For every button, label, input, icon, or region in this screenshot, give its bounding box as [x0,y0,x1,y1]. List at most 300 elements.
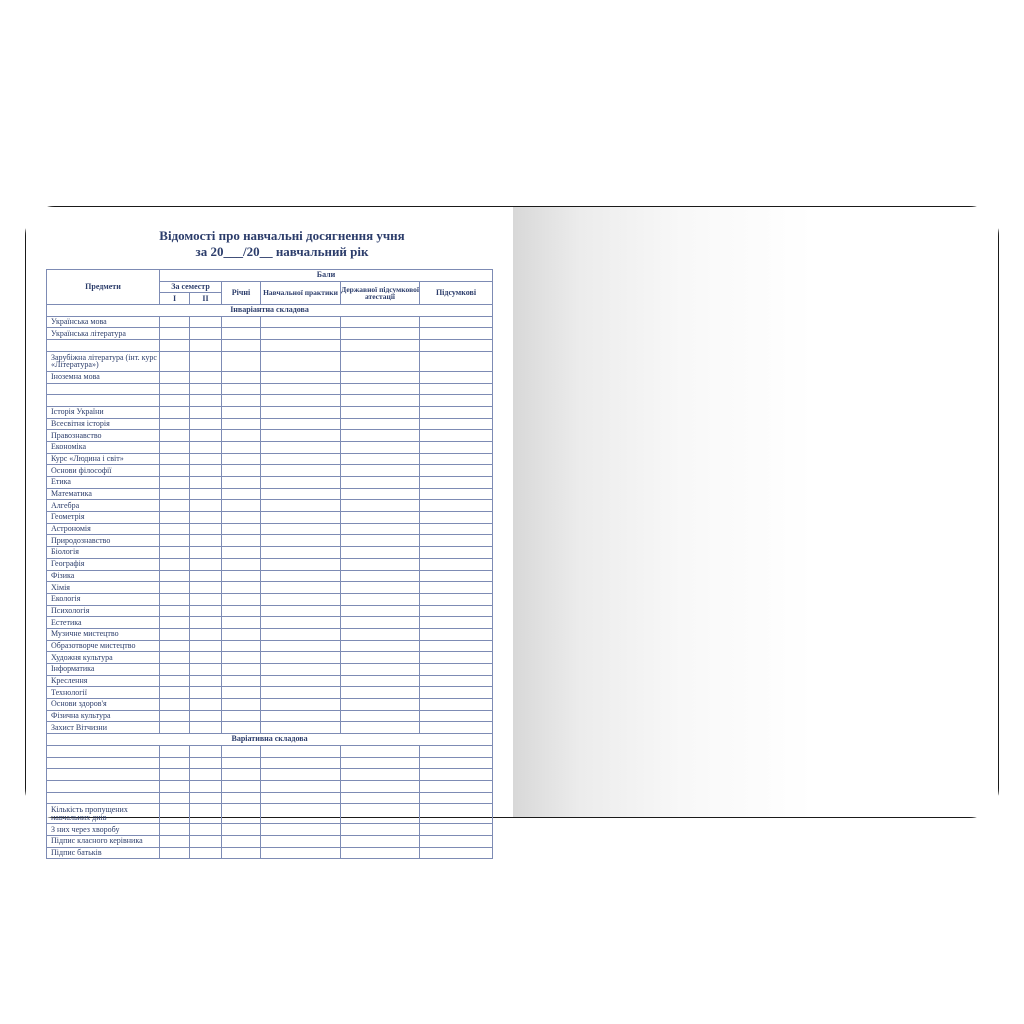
grade-cell [190,757,222,769]
grade-cell [222,745,261,757]
grade-cell [261,351,341,371]
grade-cell [222,383,261,395]
subject-cell: Геометрія [47,512,160,524]
report-year-line: за 20___/20__ навчальний рік [195,244,369,259]
grade-cell [190,605,222,617]
grade-cell [341,804,420,824]
grade-cell [420,441,493,453]
grade-cell [160,617,190,629]
grade-cell [160,824,190,836]
subject-cell: Основи здоров'я [47,699,160,711]
grade-cell [261,328,341,340]
grade-cell [190,824,222,836]
grade-cell [341,441,420,453]
subject-cell: Образотворче мистецтво [47,640,160,652]
grade-cell [341,418,420,430]
table-row [47,804,493,824]
subject-cell: Економіка [47,441,160,453]
grade-cell [341,699,420,711]
grade-cell [420,453,493,465]
table-row [47,792,493,804]
grade-cell [190,675,222,687]
grade-cell [420,351,493,371]
grade-cell [160,675,190,687]
grade-cell [420,687,493,699]
grade-cell [261,535,341,547]
table-row [47,441,493,453]
grade-cell [420,582,493,594]
subject-cell: Етика [47,477,160,489]
header-state-attestation: Державної підсумкової атестації [341,281,420,304]
subject-cell: Кількість пропущених навчальних днів [47,804,160,824]
grade-cell [190,792,222,804]
grade-cell [341,316,420,328]
grade-cell [160,780,190,792]
grade-cell [261,769,341,781]
grade-cell [222,441,261,453]
grade-cell [261,835,341,847]
grade-cell [190,547,222,559]
grade-cell [222,465,261,477]
grade-cell [160,371,190,383]
grade-cell [261,340,341,352]
grade-cell [160,769,190,781]
grade-cell [261,558,341,570]
subject-cell: Художня культура [47,652,160,664]
grade-cell [420,465,493,477]
grade-cell [222,664,261,676]
grade-cell [222,340,261,352]
grade-cell [222,418,261,430]
grade-cell [420,558,493,570]
subject-cell: Географія [47,558,160,570]
subject-cell: Фізична культура [47,710,160,722]
grade-cell [261,628,341,640]
grade-cell [261,847,341,859]
grade-cell [341,675,420,687]
grade-cell [341,351,420,371]
grade-cell [190,582,222,594]
table-row [47,406,493,418]
grade-cell [160,465,190,477]
subject-cell: Природознавство [47,535,160,547]
subject-cell: Курс «Людина і світ» [47,453,160,465]
grade-cell [222,847,261,859]
grade-cell [160,593,190,605]
grade-cell [261,593,341,605]
table-row [47,395,493,407]
table-row [47,769,493,781]
grade-cell [261,675,341,687]
grade-cell [190,430,222,442]
grade-cell [341,757,420,769]
grade-cell [160,722,190,734]
grade-cell [160,804,190,824]
table-row [47,835,493,847]
grade-cell [261,722,341,734]
grade-cell [261,316,341,328]
grade-cell [160,351,190,371]
grade-cell [160,652,190,664]
table-row [47,430,493,442]
grade-cell [160,847,190,859]
grade-cell [190,710,222,722]
left-page [26,207,513,857]
table-row [47,465,493,477]
grade-cell [190,769,222,781]
subject-cell: Музичне мистецтво [47,628,160,640]
grade-cell [341,477,420,489]
grade-cell [222,582,261,594]
grade-cell [222,430,261,442]
header-practice: Навчальної практики [261,281,341,304]
subject-cell: Біологія [47,547,160,559]
grade-cell [222,605,261,617]
right-page-blank [513,207,998,817]
grade-cell [420,477,493,489]
table-row [47,371,493,383]
grade-cell [160,710,190,722]
table-row [47,640,493,652]
table-row [47,328,493,340]
table-row [47,710,493,722]
grade-cell [222,488,261,500]
grade-cell [222,675,261,687]
grade-cell [341,745,420,757]
report-title: Відомості про навчальні досягнення учня [159,228,405,243]
table-row [47,593,493,605]
grade-cell [261,547,341,559]
grade-cell [420,617,493,629]
subject-cell [47,769,160,781]
section-variative: Варіативна складова [47,734,493,746]
grade-cell [420,847,493,859]
table-row [47,652,493,664]
grade-cell [160,664,190,676]
table-row [47,824,493,836]
grade-cell [190,383,222,395]
grade-cell [160,640,190,652]
grade-cell [341,406,420,418]
subject-cell: Всесвітня історія [47,418,160,430]
grade-cell [420,512,493,524]
grade-cell [190,351,222,371]
grade-cell [190,652,222,664]
grade-cell [190,465,222,477]
grade-cell [190,804,222,824]
grade-cell [420,722,493,734]
subject-cell: Іноземна мова [47,371,160,383]
grade-cell [160,535,190,547]
table-row [47,340,493,352]
grade-cell [222,523,261,535]
header-semester: За семестр [160,281,222,293]
grade-cell [261,605,341,617]
section-invariant: Інваріантна складова [47,305,493,317]
table-row [47,523,493,535]
grade-cell [222,710,261,722]
grade-cell [190,453,222,465]
table-row [47,780,493,792]
grade-cell [261,453,341,465]
grade-cell [341,640,420,652]
grade-cell [261,430,341,442]
grade-cell [420,835,493,847]
grade-cell [420,792,493,804]
table-row [47,847,493,859]
subject-cell: Екологія [47,593,160,605]
grade-cell [160,418,190,430]
open-book [25,206,999,857]
subject-cell: Технології [47,687,160,699]
grade-cell [160,687,190,699]
subject-cell: Зарубіжна література (інт. курс «Література») [47,351,160,371]
subject-cell: Правознавство [47,430,160,442]
grade-cell [341,547,420,559]
table-row [47,477,493,489]
subject-cell: Астрономія [47,523,160,535]
grade-cell [222,558,261,570]
grade-cell [420,406,493,418]
grade-cell [261,488,341,500]
header-subjects: Предмети [47,270,160,305]
grade-cell [341,652,420,664]
grade-cell [190,371,222,383]
subject-cell: Українська література [47,328,160,340]
grade-cell [420,340,493,352]
grade-cell [160,340,190,352]
grade-cell [261,500,341,512]
grade-cell [190,780,222,792]
grade-cell [222,500,261,512]
grade-cell [222,593,261,605]
grade-cell [190,699,222,711]
grade-cell [160,558,190,570]
header-annual: Річні [222,281,261,304]
subject-cell: Психологія [47,605,160,617]
subject-cell: Підпис батьків [47,847,160,859]
header-final: Підсумкові [420,281,493,304]
table-row [47,664,493,676]
grade-cell [190,558,222,570]
grade-cell [222,453,261,465]
table-row [47,570,493,582]
subject-cell: Фізика [47,570,160,582]
grade-cell [222,640,261,652]
grade-cell [341,570,420,582]
grade-cell [341,371,420,383]
table-row [47,418,493,430]
grade-cell [341,824,420,836]
subject-cell: Захист Вітчизни [47,722,160,734]
grade-cell [261,477,341,489]
table-row [47,512,493,524]
grade-cell [190,500,222,512]
grade-cell [341,523,420,535]
grade-cell [420,570,493,582]
grade-cell [190,328,222,340]
table-row [47,500,493,512]
grade-cell [341,512,420,524]
grade-cell [420,640,493,652]
grades-table [46,269,493,859]
grade-cell [190,570,222,582]
grade-cell [190,835,222,847]
table-row [47,699,493,711]
subject-cell [47,757,160,769]
grade-cell [420,757,493,769]
grade-cell [160,328,190,340]
grade-cell [160,835,190,847]
table-row [47,745,493,757]
grade-cell [420,430,493,442]
grade-cell [190,722,222,734]
grade-cell [341,593,420,605]
grade-cell [190,617,222,629]
grade-cell [341,628,420,640]
grade-cell [420,547,493,559]
grade-cell [222,535,261,547]
subject-cell: Хімія [47,582,160,594]
grade-cell [190,340,222,352]
grade-cell [160,582,190,594]
grade-cell [341,500,420,512]
grade-cell [160,406,190,418]
grade-cell [261,570,341,582]
grade-cell [420,523,493,535]
grade-cell [341,847,420,859]
grade-cell [190,664,222,676]
grade-cell [261,406,341,418]
grade-cell [261,699,341,711]
grade-cell [160,430,190,442]
grade-cell [222,628,261,640]
table-row [47,453,493,465]
grade-cell [261,395,341,407]
table-row [47,547,493,559]
grade-cell [222,328,261,340]
grade-cell [222,835,261,847]
subject-cell [47,340,160,352]
grade-cell [222,687,261,699]
table-row [47,488,493,500]
grade-cell [160,547,190,559]
header-sem1: I [160,293,190,305]
subject-cell: З них через хворобу [47,824,160,836]
grade-cell [190,593,222,605]
grade-cell [261,418,341,430]
subject-cell: Математика [47,488,160,500]
grade-cell [222,351,261,371]
subject-cell [47,780,160,792]
grade-cell [420,769,493,781]
grade-cell [222,547,261,559]
grade-cell [341,488,420,500]
grade-cell [261,582,341,594]
header-sem2: II [190,293,222,305]
grade-cell [420,593,493,605]
grade-cell [261,710,341,722]
grade-cell [420,395,493,407]
grade-cell [222,699,261,711]
grade-cell [261,523,341,535]
grade-cell [160,628,190,640]
grade-cell [222,406,261,418]
grade-cell [261,383,341,395]
section-row-invariant [47,305,493,317]
grade-cell [160,745,190,757]
grade-cell [190,512,222,524]
grade-cell [261,640,341,652]
grade-cell [341,835,420,847]
grade-cell [420,316,493,328]
subject-cell: Креслення [47,675,160,687]
grade-cell [420,824,493,836]
grade-cell [341,340,420,352]
table-row [47,628,493,640]
grade-cell [261,824,341,836]
table-row [47,351,493,371]
subject-cell: Інформатика [47,664,160,676]
grade-cell [420,328,493,340]
grade-cell [160,453,190,465]
subject-cell: Підпис класного керівника [47,835,160,847]
table-row [47,535,493,547]
grade-cell [222,617,261,629]
grade-cell [190,640,222,652]
table-row [47,722,493,734]
table-row [47,316,493,328]
grade-cell [160,757,190,769]
grade-cell [222,316,261,328]
section-row-variative [47,734,493,746]
grade-cell [420,780,493,792]
subject-cell: Основи філософії [47,465,160,477]
grade-cell [160,316,190,328]
grade-cell [420,628,493,640]
grade-cell [160,512,190,524]
grade-cell [261,465,341,477]
table-row [47,617,493,629]
grade-cell [420,488,493,500]
grade-cell [341,328,420,340]
grade-cell [261,512,341,524]
grade-cell [190,847,222,859]
subject-cell: Українська мова [47,316,160,328]
grade-cell [222,652,261,664]
grade-cell [341,465,420,477]
grade-cell [222,804,261,824]
header-row-1 [47,270,493,282]
grade-cell [341,664,420,676]
grade-cell [261,792,341,804]
grade-cell [222,512,261,524]
grade-cell [160,500,190,512]
grade-cell [261,664,341,676]
grade-cell [261,652,341,664]
table-row [47,757,493,769]
grade-cell [160,488,190,500]
grade-cell [261,441,341,453]
subject-cell: Алгебра [47,500,160,512]
grade-cell [190,523,222,535]
grade-cell [222,722,261,734]
grade-cell [420,535,493,547]
grade-cell [222,395,261,407]
grade-cell [341,780,420,792]
grade-cell [341,710,420,722]
grade-cell [261,371,341,383]
